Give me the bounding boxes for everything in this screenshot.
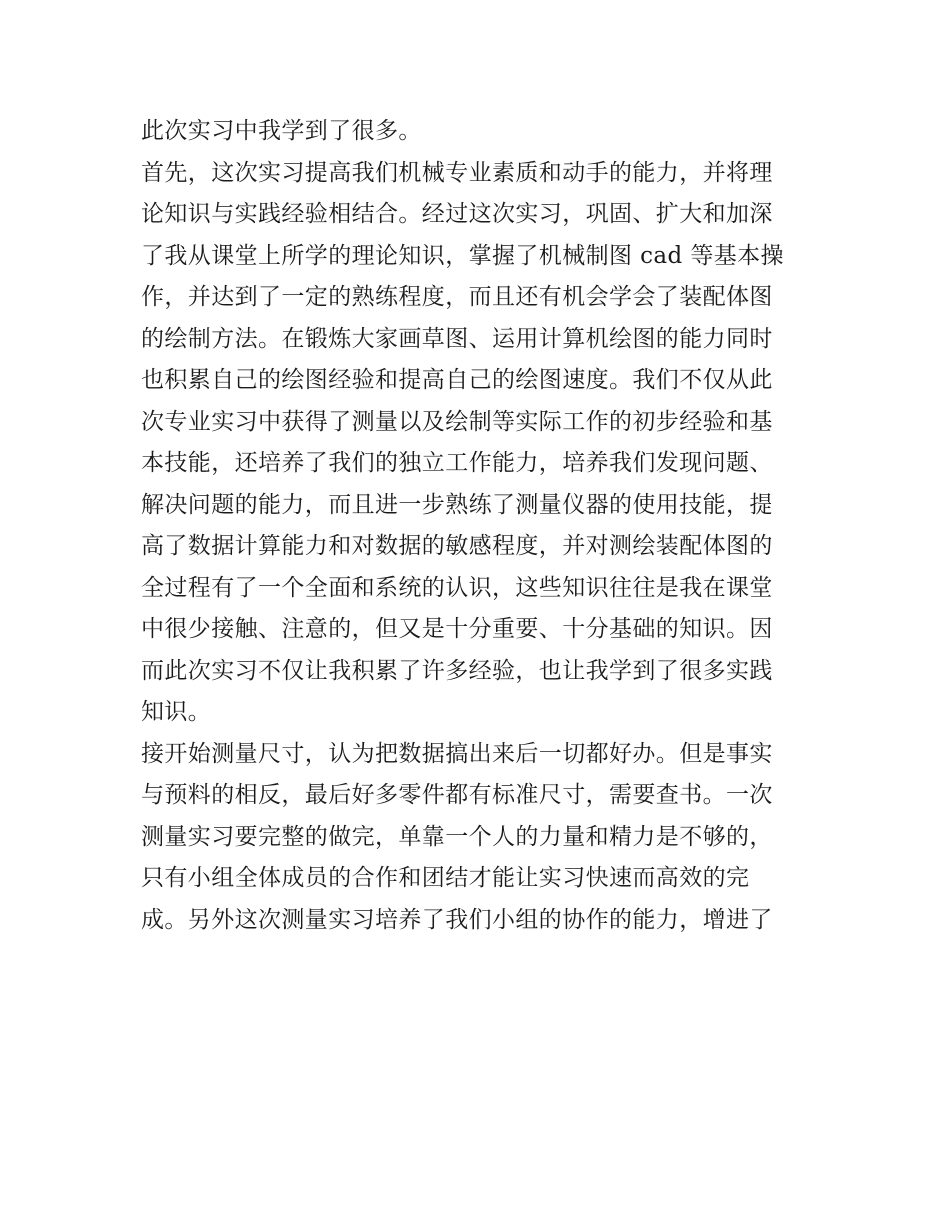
text-line: 的绘制方法。在锻炼大家画草图、运用计算机绘图的能力同时 xyxy=(141,325,773,352)
text-line: 中很少接触、注意的，但又是十分重要、十分基础的知识。因 xyxy=(141,616,773,642)
text-line: 只有小组全体成员的合作和团结才能让实习快速而高效的完 xyxy=(141,865,750,891)
text-line: 作，并达到了一定的熟练程度，而且还有机会学会了装配体图 xyxy=(141,284,773,310)
text-line: 高了数据计算能力和对数据的敏感程度，并对测绘装配体图的 xyxy=(141,533,773,559)
text-line: 知识。 xyxy=(141,699,212,725)
text-line: 接开始测量尺寸，认为把数据搞出来后一切都好办。但是事实 xyxy=(141,740,773,767)
text-line: 首先，这次实习提高我们机械专业素质和动手的能力，并将理 xyxy=(141,159,773,186)
text-line: 成。另外这次测量实习培养了我们小组的协作的能力，增进了 xyxy=(141,906,773,933)
text-line: 全过程有了一个全面和系统的认识，这些知识往往是我在课堂 xyxy=(141,574,773,601)
text-line: 也积累自己的绘图经验和提高自己的绘图速度。我们不仅从此 xyxy=(141,367,773,393)
text-line: 本技能，还培养了我们的独立工作能力，培养我们发现问题、 xyxy=(141,450,773,476)
text-line: 此次实习中我学到了很多。 xyxy=(141,118,422,144)
text-line: 与预料的相反，最后好多零件都有标准尺寸，需要查书。一次 xyxy=(141,782,773,808)
text-line: 测量实习要完整的做完，单靠一个人的力量和精力是不够的， xyxy=(141,823,773,850)
text-line: 解决问题的能力，而且进一步熟练了测量仪器的使用技能，提 xyxy=(141,491,773,518)
text-line: 而此次实习不仅让我积累了许多经验，也让我学到了很多实践 xyxy=(141,657,773,684)
text-line: 了我从课堂上所学的理论知识，掌握了机械制图 cad 等基本操 xyxy=(141,242,784,269)
text-line: 次专业实习中获得了测量以及绘制等实际工作的初步经验和基 xyxy=(141,408,773,435)
text-line: 论知识与实践经验相结合。经过这次实习，巩固、扩大和加深 xyxy=(141,201,773,227)
body-text xyxy=(141,111,821,941)
